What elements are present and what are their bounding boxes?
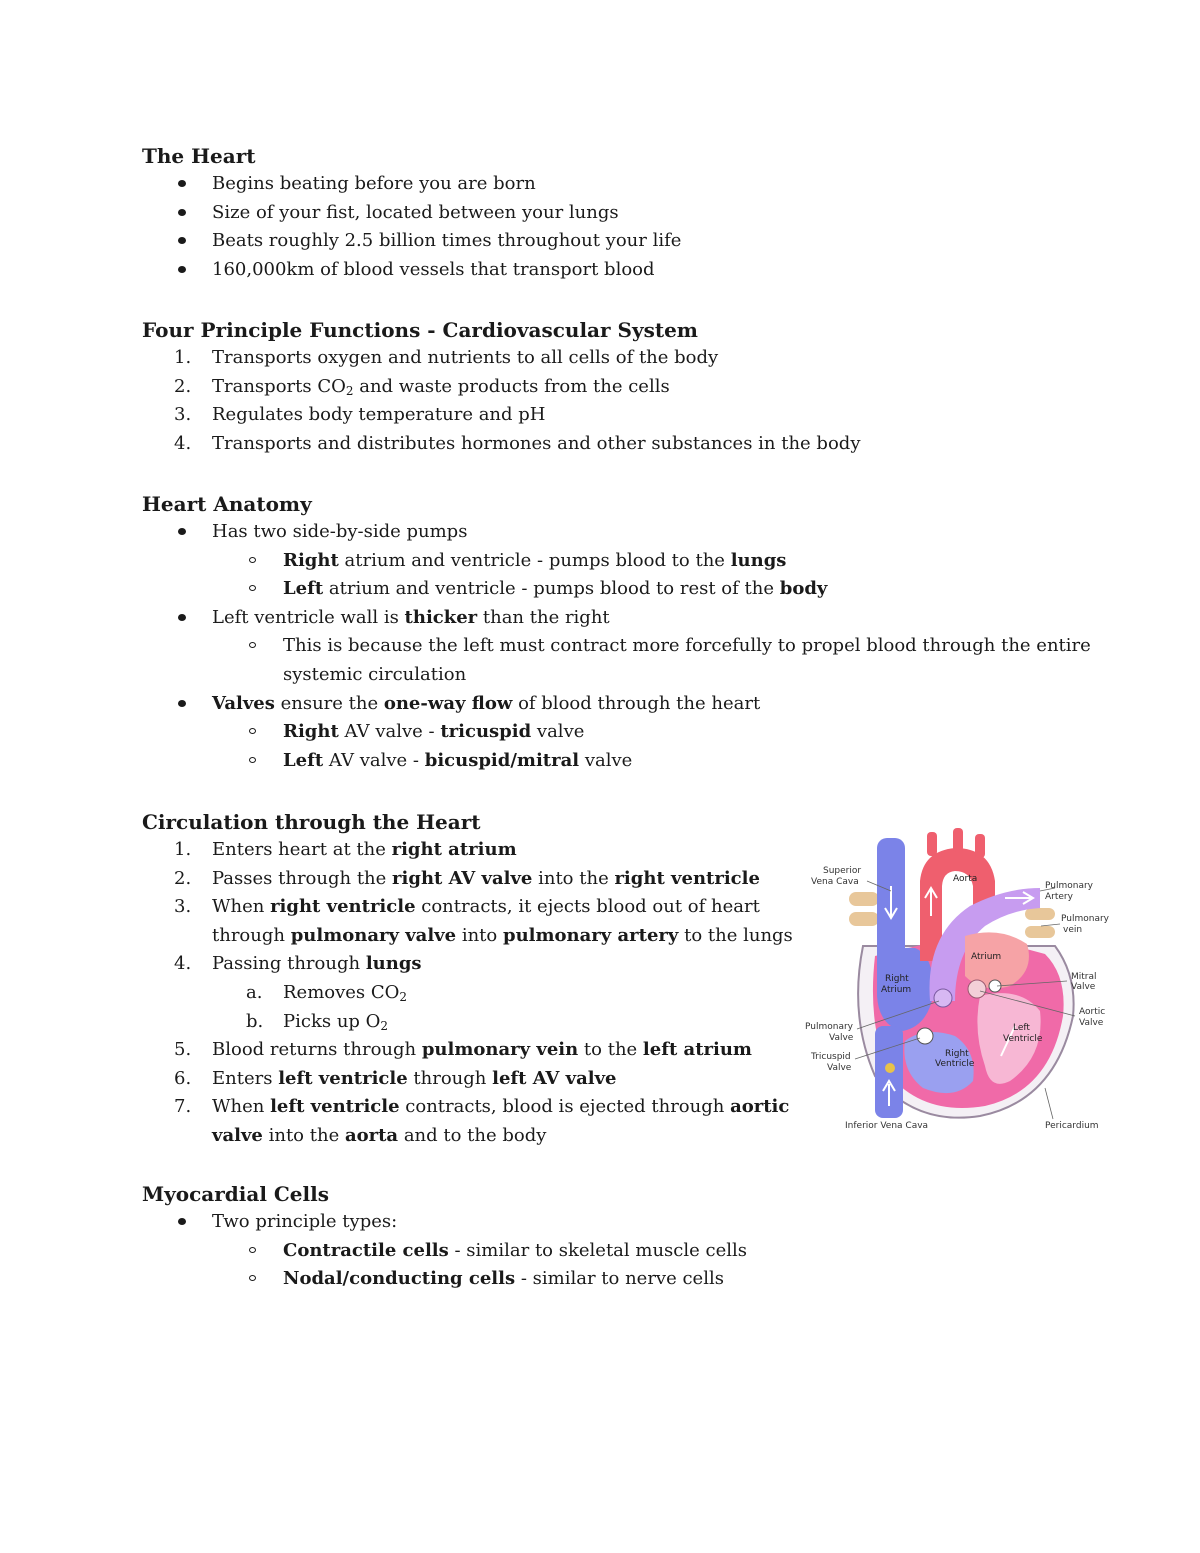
pointer-line <box>1045 1088 1053 1119</box>
label-right-atrium: Right <box>885 974 909 984</box>
label-superior-vena-cava: Superior <box>823 866 862 876</box>
aortic-branch <box>975 834 985 858</box>
list-item: Begins beating before you are born <box>142 170 681 199</box>
label-mitral-valve: Valve <box>1071 982 1096 992</box>
section-title: The Heart <box>142 144 256 168</box>
label-right-atrium: Atrium <box>881 985 912 995</box>
sub-list-item: This is because the left must contract more forcefully to propel blood through the entire <box>142 632 1091 661</box>
sub-bullet-icon <box>249 1247 256 1253</box>
list-item: Has two side-by-side pumps <box>142 518 1091 547</box>
sub-bullet-icon <box>249 757 256 763</box>
label-mitral-valve: Mitral <box>1071 972 1097 982</box>
sub-list-item: Contractile cells - similar to skeletal muscle cells <box>142 1237 747 1266</box>
bullet-list <box>142 1208 747 1294</box>
list-item: Left ventricle wall is thicker than the right <box>142 604 1091 633</box>
numbered-list <box>142 836 793 1151</box>
list-item: 5. Blood returns through pulmonary vein to the left atrium <box>174 1039 752 1061</box>
sub-list-item: Right atrium and ventricle - pumps blood to the lungs <box>142 547 1091 576</box>
list-item-continuation: valve into the aorta and to the body <box>212 1124 547 1146</box>
sub-bullet-icon <box>249 1275 256 1281</box>
pointer-line <box>1041 924 1060 926</box>
sub-list-item: Right AV valve - tricuspid valve <box>142 718 1091 747</box>
fat-pad <box>1025 926 1055 938</box>
section-title: Heart Anatomy <box>142 492 312 516</box>
list-item: 160,000km of blood vessels that transport blood <box>142 256 681 285</box>
sub-list-item: a. Removes $CO_2$ <box>246 981 408 1004</box>
sinoatrial-node-icon <box>885 1063 895 1073</box>
label-aorta: Aorta <box>953 874 978 884</box>
list-item: 1. Transports oxygen and nutrients to all cells of the body <box>174 347 719 368</box>
bullet-icon <box>178 1218 186 1225</box>
aortic-branch <box>927 832 937 856</box>
sub-list-item: b. Picks up $O_2$ <box>246 1010 389 1033</box>
label-left-ventricle: Ventricle <box>1003 1034 1043 1044</box>
sub-list-item-continuation: systemic circulation <box>283 663 467 685</box>
section-title: Four Principle Functions - Cardiovascular System <box>142 318 698 342</box>
list-item: Two principle types: <box>142 1208 747 1237</box>
section-title: Circulation through the Heart <box>142 810 481 834</box>
list-item: 4. Transports and distributes hormones and other substances in the body <box>174 432 861 454</box>
pulmonary-valve-icon <box>934 989 952 1007</box>
label-superior-vena-cava: Vena Cava <box>811 877 859 887</box>
section-myocardial-cells <box>142 1180 747 1294</box>
heart-diagram <box>805 826 1115 1136</box>
bullet-icon <box>178 528 186 535</box>
bullet-icon <box>178 266 186 273</box>
label-pulmonary-vein: Pulmonary <box>1061 914 1109 924</box>
label-pulmonary-valve: Valve <box>829 1033 854 1043</box>
section-title: Myocardial Cells <box>142 1182 329 1206</box>
aortic-branch <box>953 828 963 852</box>
label-aortic-valve: Aortic <box>1079 1007 1106 1017</box>
list-item: 1. Enters heart at the right atrium <box>174 839 517 860</box>
sub-bullet-icon <box>249 557 256 563</box>
fat-pad <box>849 892 879 906</box>
list-item: 3. When right ventricle contracts, it ejects blood out of heart <box>174 896 760 918</box>
list-item: Size of your fist, located between your lungs <box>142 199 681 228</box>
aortic-valve-icon <box>968 980 986 998</box>
label-pericardium: Pericardium <box>1045 1121 1099 1131</box>
sub-list-item: Left AV valve - bicuspid/mitral valve <box>142 747 1091 776</box>
list-item: 2. Transports $CO_2$ and waste products from the cells <box>174 375 670 398</box>
label-inferior-vena-cava: Inferior Vena Cava <box>845 1121 929 1131</box>
fat-pad <box>849 912 879 926</box>
sub-list-item: Nodal/conducting cells - similar to nerve cells <box>142 1265 747 1294</box>
list-item-continuation: through pulmonary valve into pulmonary artery to the lungs <box>212 924 793 946</box>
list-item: 3. Regulates body temperature and pH <box>174 404 546 426</box>
sub-bullet-icon <box>249 642 256 648</box>
label-pulmonary-artery: Artery <box>1045 892 1073 902</box>
label-pulmonary-artery: Pulmonary <box>1045 881 1093 891</box>
label-tricuspid-valve: Valve <box>827 1063 852 1073</box>
list-item: Beats roughly 2.5 billion times throughout your life <box>142 227 681 256</box>
sub-bullet-icon <box>249 728 256 734</box>
section-circulation <box>142 808 793 1151</box>
bullet-icon <box>178 209 186 216</box>
tricuspid-valve-icon <box>917 1028 933 1044</box>
label-right-ventricle: Right <box>945 1049 969 1059</box>
list-item: 6. Enters left ventricle through left AV valve <box>174 1067 617 1089</box>
bullet-icon <box>178 237 186 244</box>
list-item: 4. Passing through lungs <box>174 953 422 975</box>
section-four-principle-functions <box>142 316 860 458</box>
label-tricuspid-valve: Tricuspid <box>811 1052 851 1062</box>
bullet-icon <box>178 700 186 707</box>
section-the-heart <box>142 142 681 284</box>
fat-pad <box>1025 908 1055 920</box>
sub-bullet-icon <box>249 585 256 591</box>
sub-list-item: Left atrium and ventricle - pumps blood to rest of the body <box>142 575 1091 604</box>
label-left-ventricle: Left <box>1013 1023 1030 1033</box>
list-item: 7. When left ventricle contracts, blood is ejected through aortic <box>174 1096 790 1118</box>
bullet-icon <box>178 614 186 621</box>
label-aortic-valve: Valve <box>1079 1018 1104 1028</box>
bullet-list <box>142 518 1091 775</box>
list-item: Valves ensure the one-way flow of blood through the heart <box>142 690 1091 719</box>
bullet-icon <box>178 180 186 187</box>
numbered-list <box>142 344 860 458</box>
bullet-list <box>142 170 681 284</box>
label-left-atrium: Atrium <box>971 952 1002 962</box>
label-pulmonary-valve: Pulmonary <box>805 1022 853 1032</box>
label-right-ventricle: Ventricle <box>935 1059 975 1069</box>
list-item: 2. Passes through the right AV valve into the right ventricle <box>174 867 760 889</box>
section-heart-anatomy <box>142 490 1091 775</box>
label-pulmonary-vein: vein <box>1063 925 1083 935</box>
